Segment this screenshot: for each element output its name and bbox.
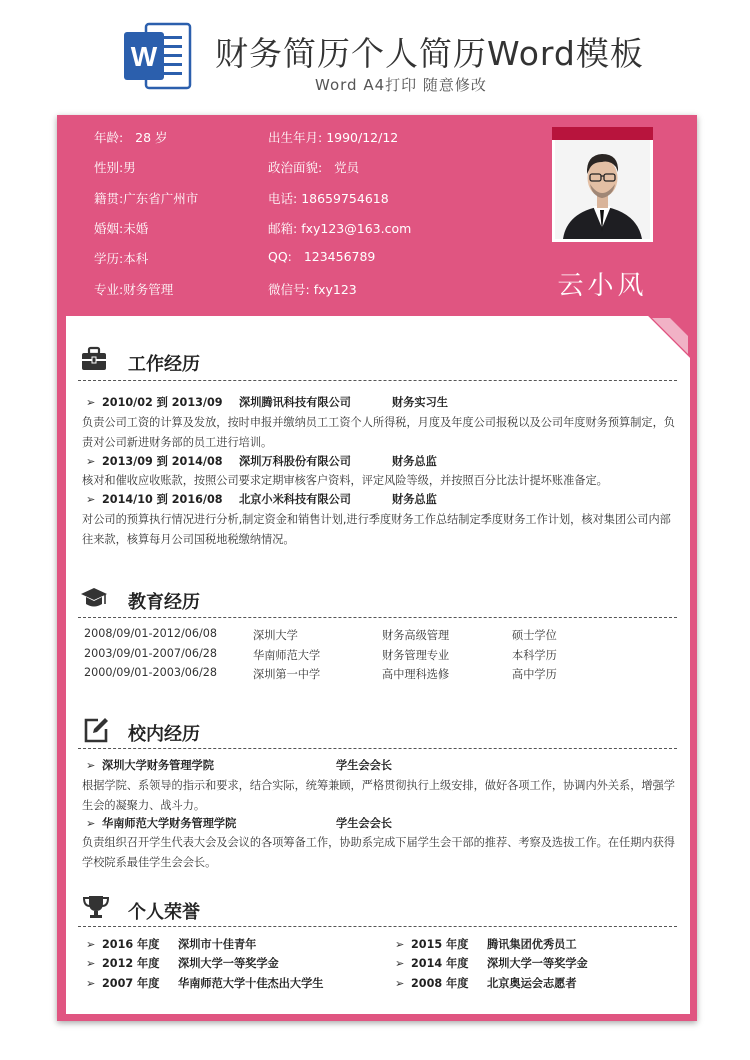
arrow-icon: ➢ (395, 957, 405, 970)
profile-phone: 电话: 18659754618 (268, 191, 389, 206)
edit-icon (82, 716, 110, 744)
work-divider (78, 380, 677, 381)
profile-education: 学历:本科 (94, 251, 149, 266)
work-item-header: ➢ 2014/10 到 2016/08 北京小米科技有限公司 财务总监 (86, 493, 437, 506)
graduation-cap-icon (80, 584, 108, 612)
profile-age: 年龄: 28 岁 (94, 130, 168, 145)
arrow-icon: ➢ (395, 977, 405, 990)
profile-qq: QQ: 123456789 (268, 249, 376, 264)
profile-wechat: 微信号: fxy123 (268, 282, 357, 297)
arrow-icon: ➢ (86, 759, 96, 772)
work-item-desc: 核对和催收应收账款，按照公司要求定期审核客户资料，评定风险等级，并按照百分比法计提坏账准备定。 (82, 474, 608, 487)
profile-name: 云小风 (557, 271, 648, 301)
arrow-icon: ➢ (86, 493, 96, 506)
campus-item-header: ➢ 深圳大学财务管理学院 学生会会长 (86, 759, 392, 772)
honor-item: ➢ 2007 年度 华南师范大学十佳杰出大学生 (86, 977, 324, 990)
photo-band (552, 127, 653, 140)
work-section-title: 工作经历 (128, 354, 200, 375)
profile-political: 政治面貌: 党员 (268, 160, 360, 175)
banner-title: 财务简历个人简历Word模板 (215, 34, 644, 73)
work-item-desc: 负责公司工资的计算及发放，按时申报并缴纳员工工资个人所得税，月度及年度公司报税以及公司年度财务预算制定，负责对公司新进财务部的员工进行培训。 (82, 416, 675, 449)
top-banner (0, 0, 750, 110)
work-item-desc: 对公司的预算执行情况进行分析,制定资金和销售计划,进行季度财务工作总结制定季度财务工作计划，核对集团公司内部往来款，核算每月公司国税地税缴纳情况。 (82, 513, 671, 546)
arrow-icon: ➢ (86, 957, 96, 970)
corner-fold (648, 316, 690, 358)
briefcase-icon (80, 345, 108, 373)
profile-major: 专业:财务管理 (94, 282, 174, 297)
honors-section-title: 个人荣誉 (128, 902, 200, 923)
avatar (555, 140, 650, 239)
honor-item: ➢ 2016 年度 深圳市十佳青年 (86, 938, 257, 951)
profile-photo (552, 127, 653, 242)
honors-divider (78, 926, 677, 927)
education-divider (78, 617, 677, 618)
banner-subtitle: Word A4打印 随意修改 (315, 76, 487, 94)
honor-item: ➢ 2008 年度 北京奥运会志愿者 (395, 977, 577, 990)
trophy-icon (82, 893, 110, 921)
campus-item-header: ➢ 华南师范大学财务管理学院 学生会会长 (86, 817, 392, 830)
arrow-icon: ➢ (86, 977, 96, 990)
arrow-icon: ➢ (395, 938, 405, 951)
arrow-icon: ➢ (86, 396, 96, 409)
education-section-title: 教育经历 (128, 592, 200, 613)
work-item-header: ➢ 2013/09 到 2014/08 深圳万科股份有限公司 财务总监 (86, 455, 437, 468)
arrow-icon: ➢ (86, 455, 96, 468)
honor-item: ➢ 2012 年度 深圳大学一等奖学金 (86, 957, 279, 970)
arrow-icon: ➢ (86, 817, 96, 830)
word-logo-letter: W (130, 41, 158, 72)
honor-item: ➢ 2014 年度 深圳大学一等奖学金 (395, 957, 588, 970)
campus-section-title: 校内经历 (128, 724, 200, 745)
profile-hometown: 籍贯:广东省广州市 (94, 191, 199, 206)
honor-item: ➢ 2015 年度 腾讯集团优秀员工 (395, 938, 577, 951)
campus-item-desc: 根据学院、系领导的指示和要求，结合实际，统筹兼顾，严格贯彻执行上级安排，做好各项工作，协调内外关系，增强学生会的凝聚力、战斗力。 (82, 779, 675, 812)
profile-gender: 性别:男 (94, 160, 136, 175)
campus-divider (78, 748, 677, 749)
profile-email: 邮箱: fxy123@163.com (268, 221, 412, 236)
word-logo-icon (122, 20, 192, 92)
arrow-icon: ➢ (86, 938, 96, 951)
profile-birth: 出生年月: 1990/12/12 (268, 130, 399, 145)
campus-item-desc: 负责组织召开学生代表大会及会议的各项筹备工作，协助系完成下届学生会干部的推荐、考察及选拔工作。在任期内获得学校院系最佳学生会会长。 (82, 836, 675, 869)
profile-marital: 婚姻:未婚 (94, 221, 149, 236)
work-item-header: ➢ 2010/02 到 2013/09 深圳腾讯科技有限公司 财务实习生 (86, 396, 448, 409)
